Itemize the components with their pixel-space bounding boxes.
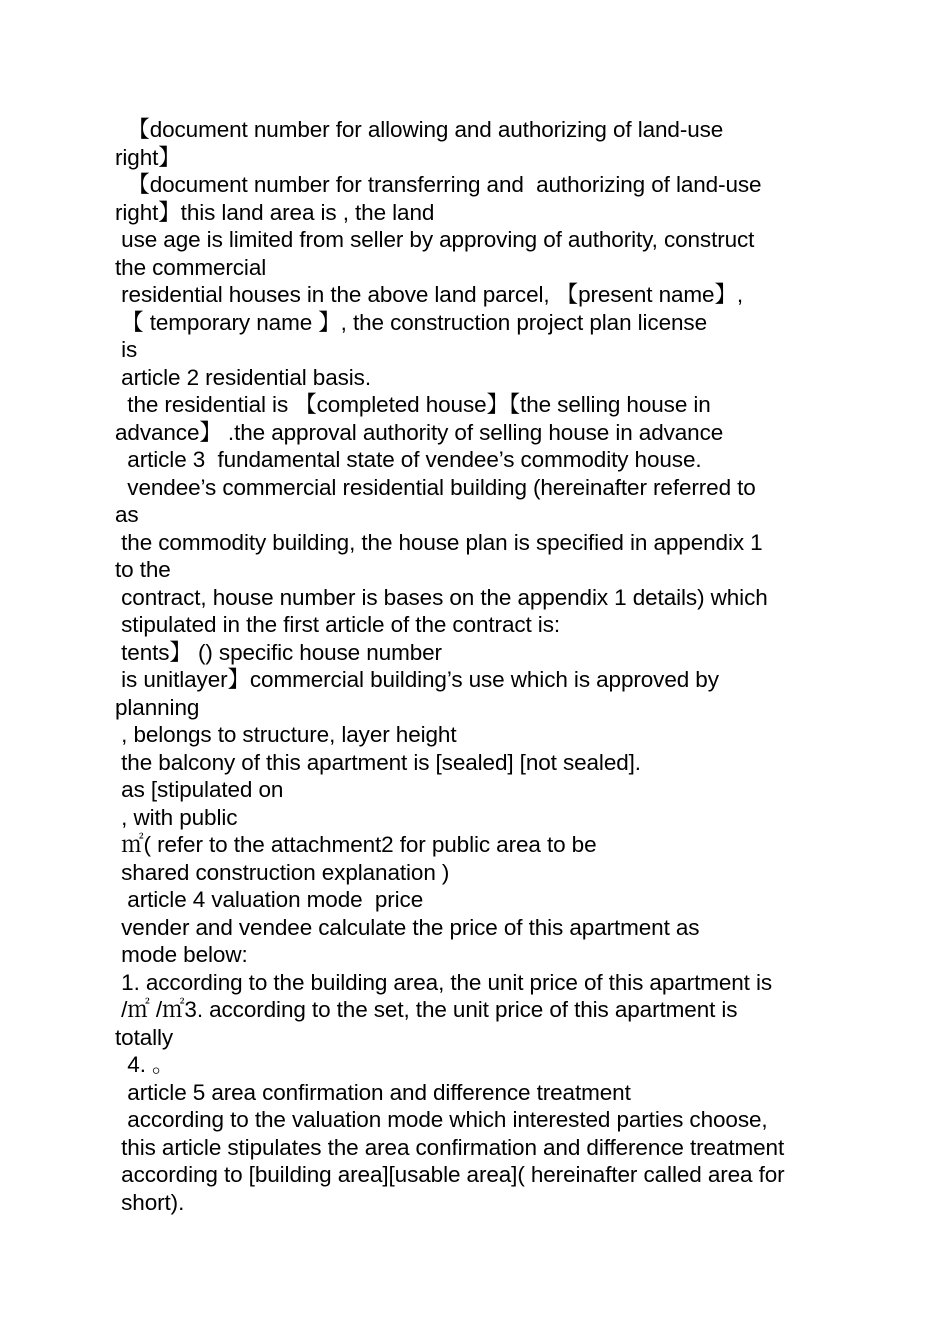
document-line: article 2 residential basis. bbox=[115, 364, 371, 390]
document-line: according to the valuation mode which interested parties choose, bbox=[115, 1107, 768, 1132]
document-line: to the bbox=[115, 557, 171, 582]
document-line: the residential is 【completed house】【the selling house in bbox=[115, 392, 711, 417]
document-line: mode below: bbox=[115, 942, 248, 967]
document-line: planning bbox=[115, 694, 200, 720]
document-body bbox=[115, 116, 875, 1216]
document-line: 【 temporary name 】, the construction project plan license bbox=[115, 309, 707, 335]
document-line: the balcony of this apartment is [sealed] [not sealed]. bbox=[115, 749, 641, 775]
document-line: residential houses in the above land parcel, 【present name】, bbox=[115, 282, 744, 307]
document-line: shared construction explanation ) bbox=[115, 859, 450, 885]
document-line: contract, house number is bases on the appendix 1 details) which bbox=[115, 584, 768, 610]
document-line: article 4 valuation mode price bbox=[115, 887, 424, 912]
document-line: as [stipulated on bbox=[115, 777, 284, 802]
document-line: is bbox=[115, 337, 138, 362]
document-line: 1. according to the building area, the unit price of this apartment is bbox=[115, 969, 773, 995]
document-line: tents】 () specific house number bbox=[115, 639, 442, 665]
document-line: article 5 area confirmation and difference treatment bbox=[115, 1079, 631, 1105]
document-line: short). bbox=[115, 1189, 185, 1215]
document-line: ㎡( refer to the attachment2 for public area to be bbox=[115, 832, 597, 857]
document-line: 4. 。 bbox=[115, 1052, 175, 1077]
document-line: right】this land area is , the land bbox=[115, 199, 435, 225]
document-line: this article stipulates the area confirmation and difference treatment bbox=[115, 1134, 785, 1160]
document-line: the commodity building, the house plan is specified in appendix 1 bbox=[115, 529, 763, 555]
document-line: 【document number for transferring and authorizing of land-use bbox=[115, 172, 762, 197]
document-line: is unitlayer】commercial building’s use which is approved by bbox=[115, 667, 719, 692]
document-line: vender and vendee calculate the price of this apartment as bbox=[115, 914, 700, 940]
document-line: the commercial bbox=[115, 254, 267, 280]
document-line: as bbox=[115, 502, 139, 527]
document-line: article 3 fundamental state of vendee’s commodity house. bbox=[115, 447, 702, 472]
document-line: use age is limited from seller by approving of authority, construct bbox=[115, 227, 755, 252]
document-line: 【document number for allowing and authorizing of land-use bbox=[115, 117, 724, 142]
document-line: /㎡ /㎡3. according to the set, the unit price of this apartment is bbox=[115, 997, 738, 1022]
document-line: , with public bbox=[115, 804, 238, 830]
document-line: , belongs to structure, layer height bbox=[115, 722, 457, 747]
document-line: according to [building area][usable area]( hereinafter called area for bbox=[115, 1162, 785, 1187]
document-line: stipulated in the first article of the contract is: bbox=[115, 612, 561, 637]
document-line: totally bbox=[115, 1024, 174, 1050]
document-line: right】 bbox=[115, 144, 181, 170]
document-line: vendee’s commercial residential building (hereinafter referred to bbox=[115, 474, 756, 500]
document-line: advance】 .the approval authority of selling house in advance bbox=[115, 419, 724, 445]
